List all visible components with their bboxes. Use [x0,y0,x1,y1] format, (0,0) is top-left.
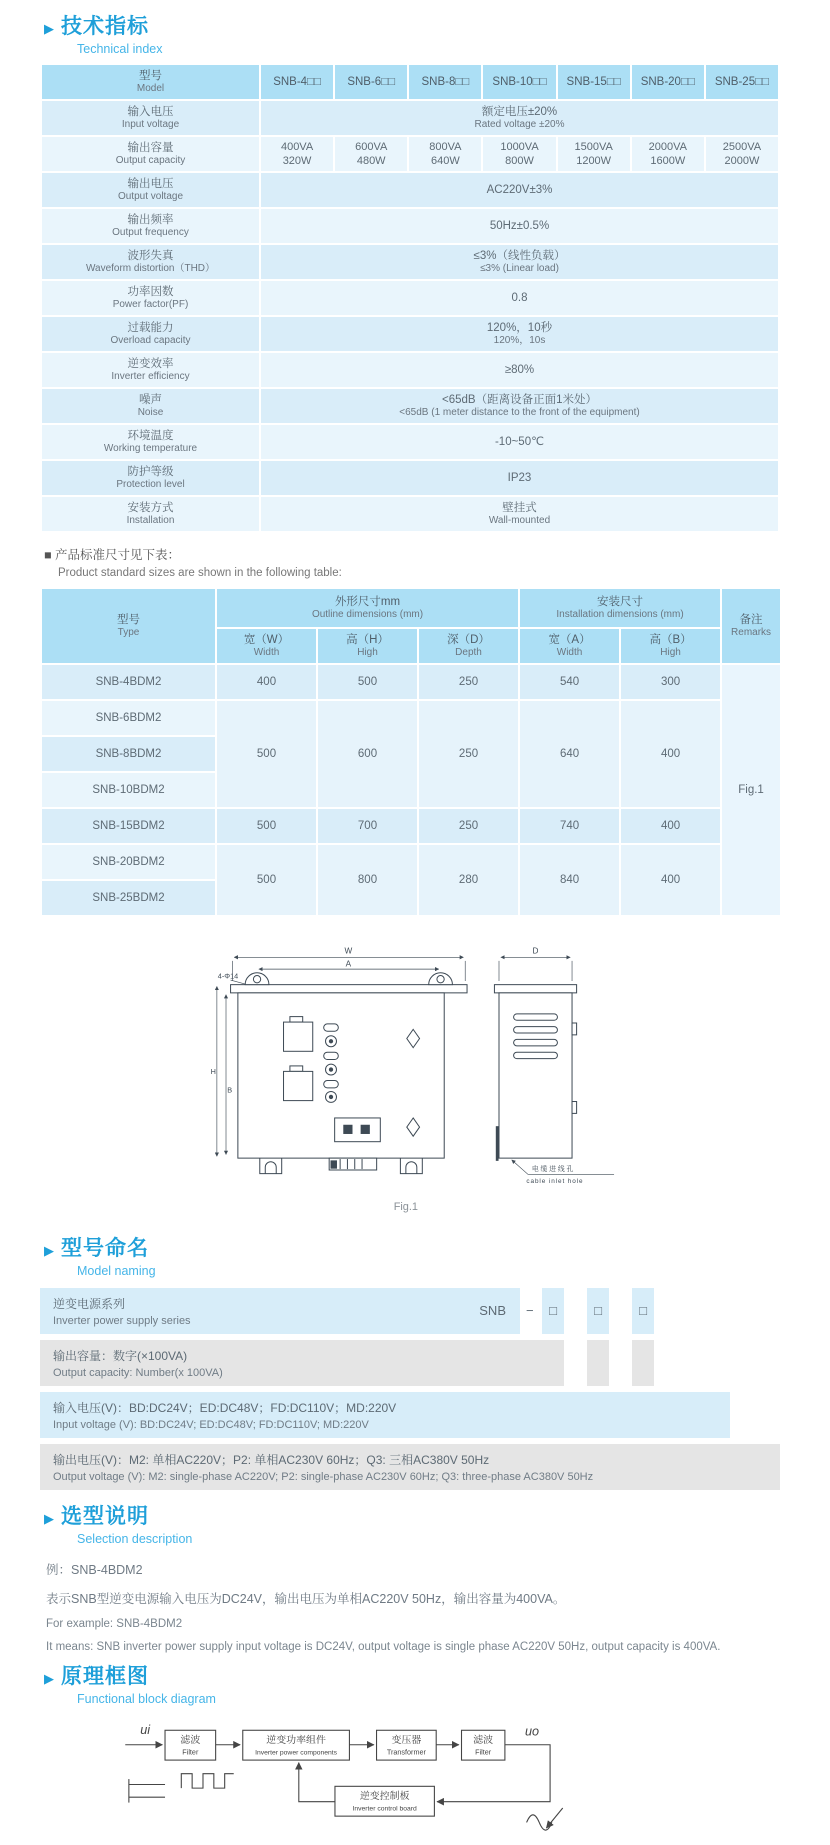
section-title-en: Technical index [77,42,163,56]
spec-value-cell: 额定电压±20% Rated voltage ±20% [260,100,779,136]
holes-note: 4-Φ14 [217,971,239,981]
dim-value-cell: 740 [519,808,620,844]
terminal-block [335,1118,381,1142]
spec-value-cell: 120%，10秒 120%，10s [260,316,779,352]
spec-row [41,172,779,208]
naming-row [40,1392,780,1438]
naming-label-zh: 逆变电源系列 [53,1296,126,1311]
model-naming-diagram [40,1288,780,1490]
block-diagram [118,1714,830,1845]
cable-note-zh: 电缆进线孔 [531,1165,576,1173]
section-title-zh: 选型说明 [61,1504,149,1528]
meter-tab [290,1017,303,1022]
section-arrow-icon: ▶ [44,21,54,36]
dim-type-header: 型号 Type [41,588,216,664]
technical-spec-table [40,63,780,533]
spec-value-cell: 800VA 640W [408,136,482,172]
section-block-diagram [44,1664,830,1706]
sine-wave-icon [527,1815,552,1830]
naming-box: □ [542,1288,564,1334]
naming-box: □ [632,1288,654,1334]
spec-model-header: SNB-10□□ [482,64,556,100]
spec-value-cell: ≤3%（线性负载） ≤3% (Linear load) [260,244,779,280]
dim-value-cell: 400 [620,844,721,916]
dim-row [41,664,781,700]
svg-text:变压器: 变压器 [391,1734,422,1746]
naming-box: □ [587,1288,609,1334]
svg-text:逆变功率组件: 逆变功率组件 [266,1734,326,1746]
dim-value-cell: 250 [418,808,519,844]
dim-sub-header: 宽（W） Width [216,628,317,664]
spec-row [41,100,779,136]
svg-text:Filter: Filter [475,1747,492,1757]
dim-value-cell: 400 [620,808,721,844]
spec-row-label: 过载能力 Overload capacity [41,316,260,352]
spec-value-cell: 1000VA 800W [482,136,556,172]
spec-value-cell: 600VA 480W [334,136,408,172]
section-model-naming [44,1236,830,1278]
dimension-table [40,587,782,917]
spec-row [41,244,779,280]
spec-row-label: 输入电压 Input voltage [41,100,260,136]
dim-model-cell: SNB-20BDM2 [41,844,216,880]
dim-model-cell: SNB-15BDM2 [41,808,216,844]
dim-outline-header: 外形尺寸mm Outline dimensions (mm) [216,588,519,628]
dim-model-cell: SNB-4BDM2 [41,664,216,700]
dim-model-cell: SNB-25BDM2 [41,880,216,916]
dim-row [41,700,781,736]
section-technical-index [44,0,830,56]
spec-value-cell: -10~50℃ [260,424,779,460]
naming-label-en: Input voltage (V): BD:DC24V; ED:DC48V; FD:DC110V; MD:220V [53,1418,369,1431]
block-diagram-svg [118,1714,570,1841]
cable-note-en: cable inlet hole [526,1177,584,1185]
front-view [231,973,467,1174]
louver [514,1052,558,1058]
naming-bar [40,1392,730,1438]
naming-label-zh: 输出电压(V)：M2: 单相AC220V；P2: 单相AC230V 60Hz；Q3: 三相AC380V 50Hz [53,1452,490,1467]
dim-remarks-header: 备注 Remarks [721,588,781,664]
svg-text:Filter: Filter [182,1747,199,1757]
indicator-pill [324,1052,339,1059]
spec-value-cell: 2500VA 2000W [705,136,779,172]
foot-right [400,1158,422,1174]
size-note [44,545,830,579]
spec-row-label: 输出容量 Output capacity [41,136,260,172]
foot-left [260,1158,282,1174]
selection-example-zh: 例：SNB-4BDM2 [46,1562,143,1577]
square-wave-icon [181,1773,233,1787]
naming-bar [40,1444,780,1490]
outline-figure [205,939,625,1220]
spec-value-cell: 1500VA 1200W [557,136,631,172]
spec-row [41,136,779,172]
spec-value-cell: 400VA 320W [260,136,334,172]
dim-value-cell: 400 [216,664,317,700]
dim-install-header: 安装尺寸 Installation dimensions (mm) [519,588,721,628]
dim-value-cell: 500 [317,664,418,700]
meter-tab [290,1066,303,1071]
side-view [494,985,576,1161]
size-note-en: Product standard sizes are shown in the following table: [58,567,342,579]
naming-label-zh: 输出容量：数字(×100VA) [53,1348,188,1363]
dim-value-cell: 300 [620,664,721,700]
spec-row [41,388,779,424]
spec-row [41,208,779,244]
naming-label-zh: 输入电压(V)：BD:DC24V；ED:DC48V；FD:DC110V；MD:220V [53,1400,397,1415]
spec-row-label: 安装方式 Installation [41,496,260,532]
dim-value-cell: 840 [519,844,620,916]
selection-text [46,1560,830,1653]
spec-value-cell: ≥80% [260,352,779,388]
dim-label-w: W [344,946,353,956]
dim-remark-cell: Fig.1 [721,664,781,916]
dim-value-cell: 700 [317,808,418,844]
spec-model-header: SNB-6□□ [334,64,408,100]
spec-corner-cell [41,64,260,100]
spec-row-label: 环境温度 Working temperature [41,424,260,460]
dim-value-cell: 400 [620,700,721,808]
dim-value-cell: 500 [216,700,317,808]
louver [514,1027,558,1033]
dim-value-cell: 500 [216,808,317,844]
naming-strip [632,1340,654,1386]
corner-label-zh: 型号 [139,70,162,82]
naming-row [40,1340,780,1386]
dim-model-cell: SNB-6BDM2 [41,700,216,736]
section-title-zh: 技术指标 [61,15,149,38]
dim-sub-header: 高（B） High [620,628,721,664]
spec-row-label: 波形失真 Waveform distortion（THD） [41,244,260,280]
dim-value-cell: 250 [418,700,519,808]
dim-label-d: D [532,946,539,956]
louver [514,1014,558,1020]
selection-desc-zh: 表示SNB型逆变电源输入电压为DC24V，输出电压为单相AC220V 50Hz，输出容量为400VA。 [46,1591,566,1606]
spec-value-cell: 2000VA 1600W [631,136,705,172]
dim-model-cell: SNB-8BDM2 [41,736,216,772]
section-title-en: Functional block diagram [77,1691,216,1706]
svg-text:Transformer: Transformer [386,1747,426,1757]
spec-model-header: SNB-4□□ [260,64,334,100]
naming-bar [40,1340,564,1386]
selection-example-en: For example: SNB-4BDM2 [46,1617,183,1630]
spec-value-cell: 壁挂式 Wall-mounted [260,496,779,532]
dim-header-row-1 [41,588,781,628]
corner-label-en: Model [136,83,165,94]
dim-value-cell: 800 [317,844,418,916]
dim-value-cell: 280 [418,844,519,916]
spec-header-row [41,64,779,100]
section-selection [44,1504,830,1546]
naming-row [40,1288,780,1334]
spec-model-header: SNB-20□□ [631,64,705,100]
spec-row [41,316,779,352]
dim-label-a: A [345,959,352,969]
dim-sub-header: 宽（A） Width [519,628,620,664]
spec-row-label: 功率因数 Power factor(PF) [41,280,260,316]
section-title-zh: 型号命名 [61,1236,149,1260]
meter-1 [284,1022,313,1051]
spec-value-cell: IP23 [260,460,779,496]
hinge [572,1102,577,1114]
dim-label-h: H [210,1067,216,1077]
input-label: ui [140,1722,151,1737]
spec-row-label: 逆变效率 Inverter efficiency [41,352,260,388]
naming-label-en: Output voltage (V): M2: single-phase AC220V; P2: single-phase AC230V 60Hz; Q3: three-phase AC380V 50Hz [53,1470,594,1483]
svg-text:逆变控制板: 逆变控制板 [359,1790,410,1802]
spec-row [41,496,779,532]
spec-model-header: SNB-15□□ [557,64,631,100]
svg-text:滤波: 滤波 [473,1734,494,1746]
spec-row-label: 噪声 Noise [41,388,260,424]
selection-desc-en: It means: SNB inverter power supply input voltage is DC24V, output voltage is single phase AC220V 50Hz, output capacity is 400VA. [46,1640,721,1653]
naming-label-en: Inverter power supply series [53,1314,191,1327]
dim-value-cell: 540 [519,664,620,700]
dim-model-cell: SNB-10BDM2 [41,772,216,808]
indicator-pill [324,1024,339,1031]
naming-prefix: SNB [479,1302,506,1318]
diagram-labels [140,1723,539,1813]
outline-drawing-svg [205,939,625,1215]
louver [514,1039,558,1045]
indicator-pill [324,1081,339,1088]
spec-model-header: SNB-25□□ [705,64,779,100]
meter-2 [284,1071,313,1100]
spec-row-label: 输出频率 Output frequency [41,208,260,244]
section-arrow-icon: ▶ [44,1510,54,1526]
naming-dash: − [526,1302,534,1318]
dim-sub-header: 深（D） Depth [418,628,519,664]
svg-text:Inverter power components: Inverter power components [255,1749,338,1757]
spec-row-label: 输出电压 Output voltage [41,172,260,208]
section-title-zh: 原理框图 [61,1664,149,1688]
dim-value-cell: 250 [418,664,519,700]
section-arrow-icon: ▶ [44,1242,54,1258]
spec-row [41,352,779,388]
spec-row-label: 防护等级 Protection level [41,460,260,496]
naming-label-en: Output capacity: Number(x 100VA) [53,1366,223,1379]
dim-row [41,844,781,880]
svg-text:Inverter control board: Inverter control board [352,1805,417,1813]
dim-sub-header: 高（H） High [317,628,418,664]
section-arrow-icon: ▶ [44,1670,54,1686]
section-title-en: Selection description [77,1531,193,1546]
spec-value-cell: <65dB（距离设备正面1米处） <65dB (1 meter distance to the front of the equipment) [260,388,779,424]
dim-value-cell: 640 [519,700,620,808]
output-label: uo [524,1724,540,1739]
dim-row [41,808,781,844]
dim-value-cell: 600 [317,700,418,808]
dim-label-b: B [227,1085,233,1095]
naming-strip [587,1340,609,1386]
spec-row [41,280,779,316]
spec-value-cell: 50Hz±0.5% [260,208,779,244]
section-title-en: Model naming [77,1263,156,1278]
hinge [572,1023,577,1035]
spec-model-header: SNB-8□□ [408,64,482,100]
size-note-zh: ■ 产品标准尺寸见下表： [44,548,181,562]
dim-value-cell: 500 [216,844,317,916]
spec-value-cell: 0.8 [260,280,779,316]
figure-caption: Fig.1 [393,1201,419,1214]
spec-row [41,460,779,496]
spec-row [41,424,779,460]
spec-value-cell: AC220V±3% [260,172,779,208]
naming-row [40,1444,780,1490]
svg-text:滤波: 滤波 [180,1734,201,1746]
naming-bar [40,1288,520,1334]
